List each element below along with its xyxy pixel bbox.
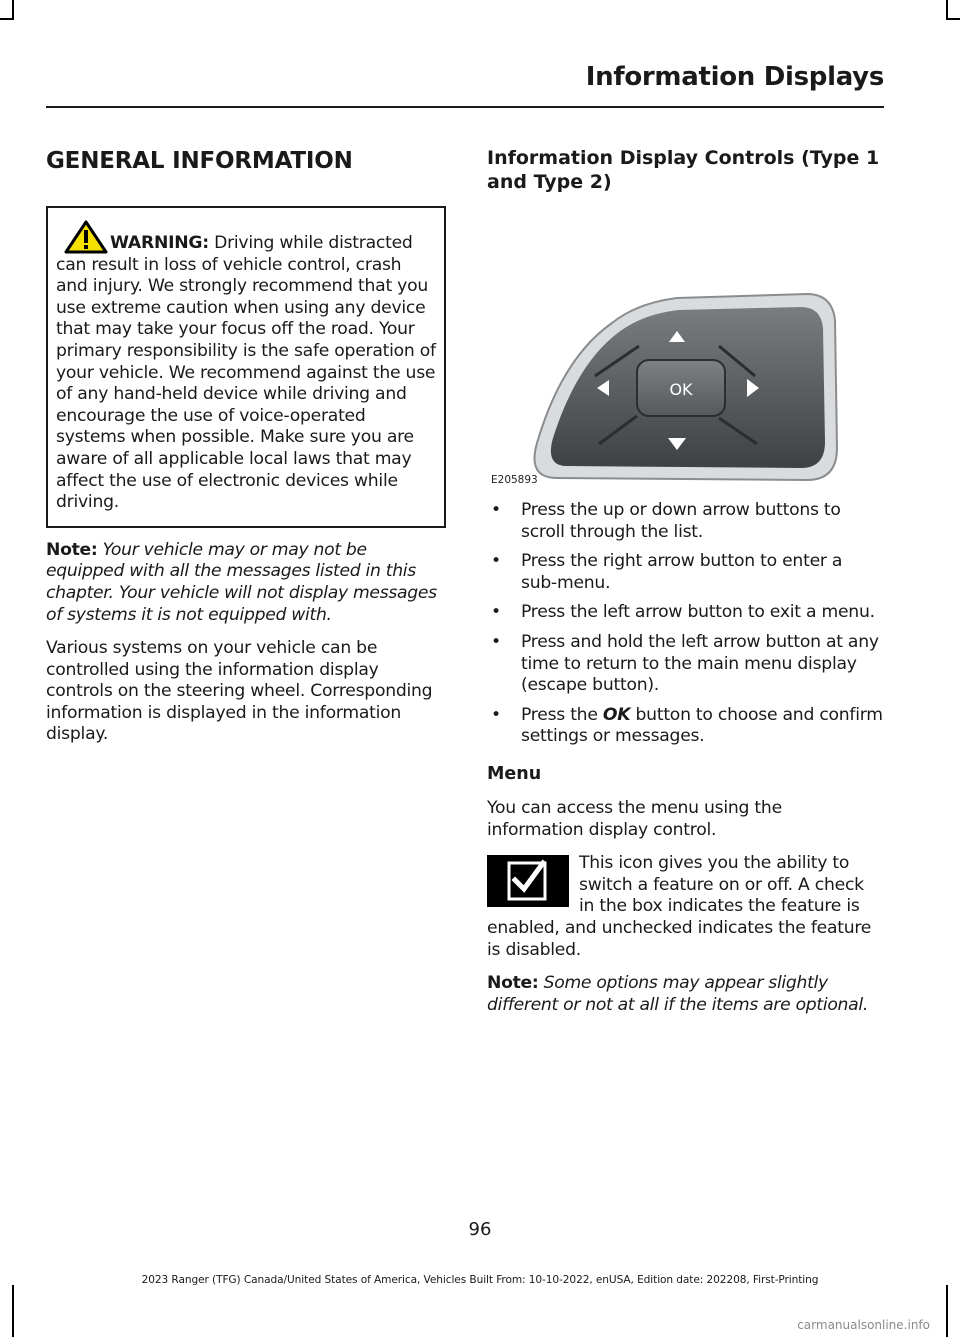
note-label: Note: <box>487 973 539 994</box>
checkbox-checked-icon <box>487 855 569 907</box>
left-column <box>46 140 446 746</box>
ok-button-label: OK <box>669 380 693 399</box>
watermark: carmanualsonline.info <box>797 1318 930 1332</box>
right-column <box>487 140 883 1016</box>
paragraph-display-controls: Various systems on your vehicle can be controlled using the information display controls on the steering wheel. Corresponding information is displayed in the information display. <box>46 638 433 745</box>
bullet-item: • Press the up or down arrow buttons to scroll through the list. <box>491 500 841 542</box>
header-divider <box>46 106 884 108</box>
section-title-general-information: GENERAL INFORMATION <box>46 148 353 174</box>
note-optional-items <box>487 973 883 1016</box>
bullet-item: • Press the right arrow button to enter a sub-menu. <box>491 551 843 593</box>
page-header-title: Information Displays <box>585 62 884 92</box>
crop-mark-top-right-h <box>946 18 960 20</box>
note-text: Your vehicle may or may not be equipped with all the messages listed in this chapter. Your vehicle will not display messages of systems it is not equipped with. <box>46 539 437 625</box>
warning-triangle-icon <box>64 220 108 254</box>
page-number: 96 <box>468 1219 492 1240</box>
steering-control-pad-illustration <box>487 228 883 488</box>
warning-box <box>46 206 446 528</box>
menu-text: You can access the menu using the information display control. <box>487 797 782 840</box>
checkbox-icon-paragraph <box>487 853 883 961</box>
crop-mark-top-left <box>12 0 14 20</box>
crop-mark-top-left-h <box>0 18 14 20</box>
note-text: Some options may appear slightly different or not at all if the items are optional. <box>487 973 869 1015</box>
menu-heading: Menu <box>487 763 542 784</box>
warning-label: WARNING: <box>110 233 209 253</box>
section-title-display-controls: Information Display Controls (Type 1 and Type 2) <box>487 147 880 193</box>
crop-mark-bottom-left <box>12 1285 14 1337</box>
checkbox-icon-description: This icon gives you the ability to switch a feature on or off. A check in the box indicates the feature is enabled, and unchecked indicates the feature is disabled. <box>487 853 872 960</box>
note-label: Note: <box>46 539 98 560</box>
steering-wheel-controls-figure <box>487 228 883 488</box>
note-vehicle-messages <box>46 540 446 626</box>
controls-bullet-list <box>487 500 883 748</box>
warning-text: Driving while distracted can result in loss of vehicle control, crash and injury. We strongly recommend that you use extreme caution when using any device that may take your focus off the road. Your primary responsibility is the safe operation of your vehicle. We recommend against the use of any hand-held device while driving and encourage the use of voice-operated systems when possible. Make sure you are aware of all applicable local laws that may affect the use of electronic devices while driving. <box>56 233 436 513</box>
crop-mark-bottom-right <box>946 1285 948 1337</box>
footer-edition-info: 2023 Ranger (TFG) Canada/United States of America, Vehicles Built From: 10-10-2022, enUSA, Edition date: 202208, First-Printing <box>141 1274 819 1286</box>
bullet-item: • Press the OK button to choose and confirm settings or messages. <box>491 704 883 747</box>
bullet-item: • Press the left arrow button to exit a menu. <box>491 602 875 623</box>
figure-code: E205893 <box>491 474 538 486</box>
crop-mark-top-right <box>946 0 948 20</box>
bullet-item: • Press and hold the left arrow button at any time to return to the main menu display (escape button). <box>491 631 879 696</box>
